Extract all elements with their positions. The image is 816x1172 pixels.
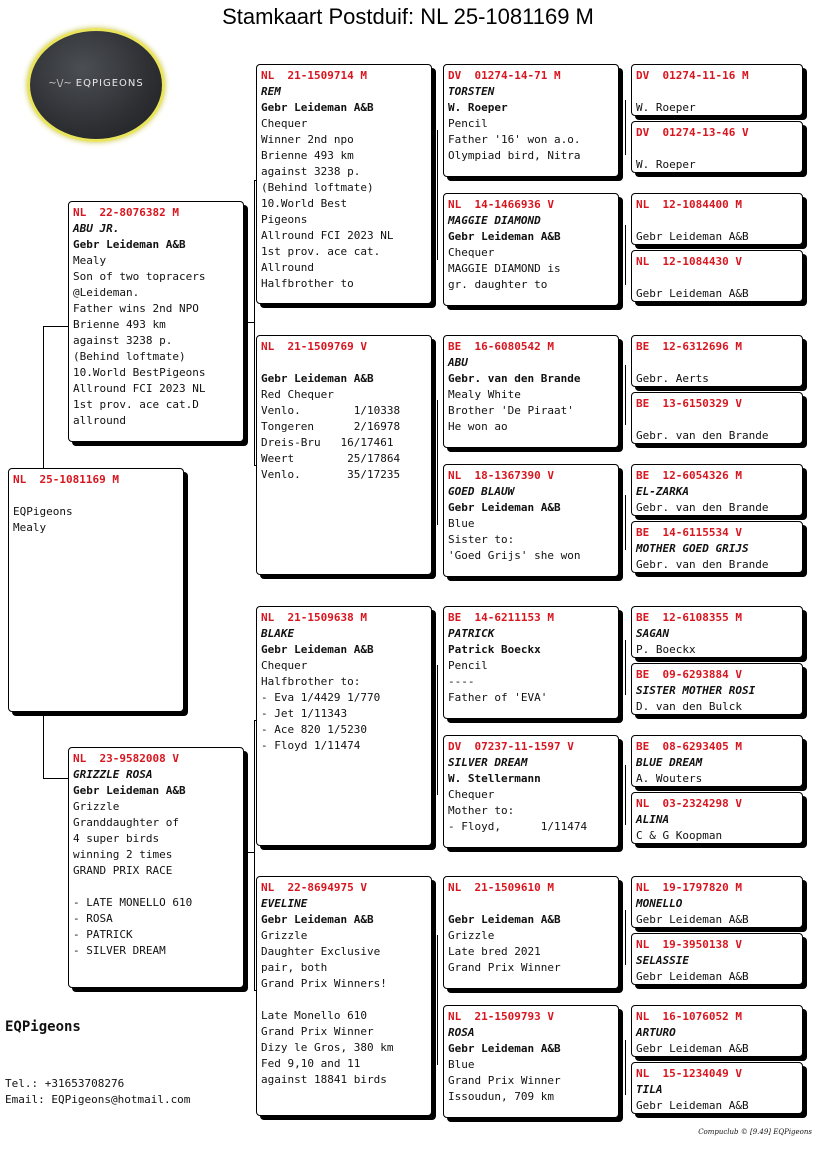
pedigree-card-generation-4: [631, 121, 803, 173]
detail-line: Chequer: [261, 117, 308, 130]
pigeon-name: GOED BLAUW: [448, 485, 515, 498]
detail-line: - Floyd, 1/11474: [448, 820, 588, 833]
detail-line: Grizzle: [261, 929, 308, 942]
detail-line: Dizy le Gros, 380 km: [261, 1041, 394, 1054]
pedigree-card-generation-4: [631, 1062, 803, 1114]
ring-number: BE 16-6080542 M: [448, 340, 554, 353]
detail-line: Grand Prix Winners!: [261, 977, 387, 990]
breeder-name: Gebr. Aerts: [636, 372, 709, 385]
detail-line: GRAND PRIX RACE: [73, 864, 173, 877]
connector-g3-vertical: [625, 1040, 626, 1095]
breeder-name: Gebr. van den Brande: [636, 558, 769, 571]
pedigree-card-generation-3: [443, 64, 619, 177]
detail-line: Olympiad bird, Nitra: [448, 149, 581, 162]
detail-line: Fed 9,10 and 11: [261, 1057, 361, 1070]
pigeon-name: SISTER MOTHER ROSI: [636, 684, 756, 697]
detail-line: against 3238 p.: [261, 165, 361, 178]
detail-line: Allround: [261, 261, 314, 274]
breeder-name: Gebr Leideman A&B: [261, 372, 374, 385]
detail-line: Father wins 2nd NPO: [73, 302, 199, 315]
ring-number: NL 14-1466936 V: [448, 198, 554, 211]
detail-line: Pigeons: [261, 213, 308, 226]
detail-line: Chequer: [448, 788, 495, 801]
detail-line: He won ao: [448, 420, 508, 433]
breeder-name: Gebr. van den Brande: [636, 429, 769, 442]
breeder-name: P. Boeckx: [636, 643, 696, 656]
ring-number: BE 09-6293884 V: [636, 668, 742, 681]
ring-number: BE 12-6312696 M: [636, 340, 742, 353]
detail-line: (Behind loftmate): [73, 350, 186, 363]
breeder-name: Gebr Leideman A&B: [636, 913, 749, 926]
ring-number: BE 13-6150329 V: [636, 397, 742, 410]
detail-line: against 18841 birds: [261, 1073, 387, 1086]
logo-label: EQPIGEONS: [75, 78, 144, 89]
ring-number: NL 16-1076052 M: [636, 1010, 742, 1023]
detail-line: - Ace 820 1/5230: [261, 723, 367, 736]
pigeon-name: EVELINE: [261, 897, 308, 910]
page-title: Stamkaart Postduif: NL 25-1081169 M: [222, 4, 594, 29]
pigeon-name: [636, 412, 798, 428]
detail-line: - Floyd 1/11474: [261, 739, 361, 752]
pedigree-card-generation-3: [443, 193, 619, 306]
pigeon-name: [636, 84, 798, 100]
detail-line: 4 super birds: [73, 832, 160, 845]
ring-number: NL 23-9582008 V: [73, 752, 179, 765]
detail-line: Pencil: [448, 117, 488, 130]
pedigree-card-generation-3: [443, 876, 619, 989]
detail-line: Son of two topracers: [73, 270, 206, 283]
ring-number: DV 07237-11-1597 V: [448, 740, 574, 753]
detail-line: Blue: [448, 1058, 475, 1071]
detail-line: Mealy: [73, 254, 107, 267]
pedigree-card-generation-4: [631, 876, 803, 928]
ring-number: DV 01274-13-46 V: [636, 126, 749, 139]
ring-number: NL 12-1084430 V: [636, 255, 742, 268]
pigeon-name: ALINA: [636, 813, 670, 826]
breeder-name: Gebr Leideman A&B: [636, 1099, 749, 1112]
detail-line: winning 2 times: [73, 848, 173, 861]
pigeon-name: BLUE DREAM: [636, 756, 703, 769]
detail-line: Venlo. 1/10338: [261, 404, 401, 417]
email-address: Email: EQPigeons@hotmail.com: [5, 1093, 191, 1106]
breeder-name: Gebr Leideman A&B: [73, 784, 186, 797]
ring-number: NL 19-3950138 V: [636, 938, 742, 951]
detail-line: 10.World BestPigeons: [73, 366, 206, 379]
pigeon-name: TORSTEN: [448, 85, 495, 98]
breeder-name: Gebr Leideman A&B: [261, 101, 374, 114]
detail-line: 1st prov. ace cat.: [261, 245, 381, 258]
detail-line: against 3238 p.: [73, 334, 173, 347]
pedigree-card-generation-3: [443, 335, 619, 448]
detail-line: (Behind loftmate): [261, 181, 374, 194]
pigeon-name: [261, 355, 427, 371]
pigeon-name: REM: [261, 85, 281, 98]
connector-subject-vertical: [43, 712, 44, 778]
pedigree-card-dam: [68, 747, 244, 988]
phone-number: Tel.: +31653708276: [5, 1077, 125, 1090]
detail-line: Dreis-Bru 16/17461: [261, 436, 394, 449]
pedigree-card-dam-sire: [256, 606, 432, 846]
pedigree-card-generation-4: [631, 735, 803, 787]
connector-g3-vertical: [625, 910, 626, 965]
ring-number: BE 14-6211153 M: [448, 611, 554, 624]
pigeon-name: ARTURO: [636, 1026, 676, 1039]
pigeon-name: PATRICK: [448, 627, 495, 640]
connector-g2-vertical: [437, 400, 438, 525]
detail-line: Allround FCI 2023 NL: [261, 229, 394, 242]
detail-line: Daughter Exclusive: [261, 945, 381, 958]
pigeon-name: MONELLO: [636, 897, 683, 910]
ring-number: NL 03-2324298 V: [636, 797, 742, 810]
detail-line: Late Monello 610: [261, 1009, 367, 1022]
pedigree-card-generation-4: [631, 193, 803, 245]
detail-line: Granddaughter of: [73, 816, 179, 829]
pigeon-name: GRIZZLE ROSA: [73, 768, 153, 781]
pigeon-name: ABU: [448, 356, 468, 369]
connector-g3-vertical: [625, 640, 626, 695]
connector-dam-vertical: [254, 720, 255, 990]
detail-line: Winner 2nd npo: [261, 133, 354, 146]
detail-line: - Eva 1/4429 1/770: [261, 691, 381, 704]
detail-line: pair, both: [261, 961, 328, 974]
software-credit: Compuclub © [9.49] EQPigeons: [698, 1128, 812, 1136]
pedigree-card-generation-4: [631, 464, 803, 516]
connector-g2-vertical: [437, 665, 438, 795]
detail-line: MAGGIE DIAMOND is: [448, 262, 561, 275]
detail-line: 'Goed Grijs' she won: [448, 549, 581, 562]
breeder-name: Gebr Leideman A&B: [636, 287, 749, 300]
breeder-name: W. Stellermann: [448, 772, 541, 785]
pedigree-card-generation-4: [631, 335, 803, 387]
pedigree-card-generation-3: [443, 464, 619, 577]
connector-g3-vertical: [625, 225, 626, 285]
breeder-name: Gebr Leideman A&B: [448, 230, 561, 243]
pedigree-card-generation-4: [631, 392, 803, 444]
detail-line: Brienne 493 km: [261, 149, 354, 162]
pigeon-name: ROSA: [448, 1026, 475, 1039]
ring-number: NL 12-1084400 M: [636, 198, 742, 211]
detail-line: Venlo. 35/17235: [261, 468, 401, 481]
pedigree-card-generation-4: [631, 606, 803, 658]
breeder-name: Gebr Leideman A&B: [261, 643, 374, 656]
detail-line: Grand Prix Winner: [261, 1025, 374, 1038]
pedigree-card-generation-4: [631, 250, 803, 302]
pigeon-name: [636, 355, 798, 371]
detail-line: - SILVER DREAM: [73, 944, 166, 957]
ring-number: NL 21-1509793 V: [448, 1010, 554, 1023]
detail-line: Grizzle: [448, 929, 495, 942]
breeder-name: W. Roeper: [448, 101, 508, 114]
detail-line: Late bred 2021: [448, 945, 541, 958]
ring-number: NL 22-8694975 V: [261, 881, 367, 894]
pigeon-name: TILA: [636, 1083, 663, 1096]
pigeon-name: BLAKE: [261, 627, 295, 640]
breeder-name: C & G Koopman: [636, 829, 723, 842]
pigeon-name: [636, 213, 798, 229]
detail-line: Weert 25/17864: [261, 452, 401, 465]
breeder-name: D. van den Bulck: [636, 700, 742, 713]
pedigree-card-generation-3: [443, 606, 619, 719]
connector-sire-vertical: [254, 180, 255, 465]
detail-line: Grand Prix Winner: [448, 961, 561, 974]
ring-number: NL 19-1797820 M: [636, 881, 742, 894]
detail-line: Blue: [448, 517, 475, 530]
ring-number: NL 18-1367390 V: [448, 469, 554, 482]
breeder-name: Gebr Leideman A&B: [261, 913, 374, 926]
pedigree-card-subject: [8, 468, 184, 712]
pedigree-card-sire: [68, 201, 244, 442]
connector-g3-vertical: [625, 365, 626, 425]
ring-number: NL 15-1234049 V: [636, 1067, 742, 1080]
detail-line: Mealy White: [448, 388, 521, 401]
pigeon-name: [636, 141, 798, 157]
pedigree-card-sire-sire: [256, 64, 432, 304]
breeder-name: Gebr Leideman A&B: [636, 1042, 749, 1055]
ring-number: NL 21-1509610 M: [448, 881, 554, 894]
pigeon-wing-icon: ~\/~: [48, 78, 72, 89]
breeder-name: Gebr. van den Brande: [636, 501, 769, 514]
pedigree-card-generation-4: [631, 1005, 803, 1057]
detail-line: EQPigeons: [13, 505, 73, 518]
detail-line: - PATRICK: [73, 928, 133, 941]
detail-line: Halfbrother to:: [261, 675, 361, 688]
detail-line: - LATE MONELLO 610: [73, 896, 193, 909]
detail-line: Halfbrother to: [261, 277, 354, 290]
detail-line: allround: [73, 414, 126, 427]
connector-g2-vertical: [437, 935, 438, 1065]
ring-number: BE 12-6108355 M: [636, 611, 742, 624]
breeder-name: Gebr Leideman A&B: [636, 230, 749, 243]
breeder-name: Gebr Leideman A&B: [448, 913, 561, 926]
detail-line: gr. daughter to: [448, 278, 548, 291]
pigeon-name: MOTHER GOED GRIJS: [636, 542, 749, 555]
connector-dam-stub: [43, 778, 70, 779]
pedigree-card-generation-4: [631, 663, 803, 715]
ring-number: NL 21-1509638 M: [261, 611, 367, 624]
detail-line: Chequer: [448, 246, 495, 259]
pigeon-name: EL-ZARKA: [636, 485, 689, 498]
breeder-name: A. Wouters: [636, 772, 703, 785]
pedigree-card-dam-dam: [256, 876, 432, 1116]
detail-line: 1st prov. ace cat.D: [73, 398, 199, 411]
pigeon-name: SILVER DREAM: [448, 756, 528, 769]
detail-line: Mealy: [13, 521, 47, 534]
breeder-name: W. Roeper: [636, 158, 696, 171]
detail-line: Brienne 493 km: [73, 318, 166, 331]
ring-number: NL 21-1509769 V: [261, 340, 367, 353]
detail-line: Sister to:: [448, 533, 515, 546]
detail-line: Chequer: [261, 659, 308, 672]
pedigree-card-generation-4: [631, 792, 803, 844]
breeder-name: Gebr. van den Brande: [448, 372, 581, 385]
pigeon-name: SAGAN: [636, 627, 670, 640]
pedigree-card-generation-3: [443, 1005, 619, 1118]
pedigree-card-generation-3: [443, 735, 619, 848]
detail-line: [13, 488, 179, 504]
ring-number: BE 12-6054326 M: [636, 469, 742, 482]
detail-line: @Leideman.: [73, 286, 140, 299]
detail-line: Grizzle: [73, 800, 120, 813]
breeder-name: Gebr Leideman A&B: [448, 1042, 561, 1055]
pigeon-name: ABU JR.: [73, 222, 120, 235]
breeder-name: Gebr Leideman A&B: [448, 501, 561, 514]
ring-number: DV 01274-11-16 M: [636, 69, 749, 82]
breeder-name: EQPigeons: [5, 1019, 81, 1035]
ring-number: NL 25-1081169 M: [13, 473, 119, 486]
breeder-name: Gebr Leideman A&B: [73, 238, 186, 251]
detail-line: Tongeren 2/16978: [261, 420, 401, 433]
pigeon-name: MAGGIE DIAMOND: [448, 214, 541, 227]
detail-line: - Jet 1/11343: [261, 707, 348, 720]
pigeon-name: [636, 270, 798, 286]
connector-subject-vertical: [43, 326, 44, 468]
logo-text: [30, 78, 162, 89]
detail-line: Father of 'EVA': [448, 691, 548, 704]
connector-sire-out: [244, 322, 254, 323]
detail-line: - ROSA: [73, 912, 113, 925]
connector-g3-vertical: [625, 765, 626, 825]
pigeon-name: SELASSIE: [636, 954, 689, 967]
detail-line: Grand Prix Winner: [448, 1074, 561, 1087]
detail-line: 10.World Best: [261, 197, 348, 210]
ring-number: NL 21-1509714 M: [261, 69, 367, 82]
detail-line: Brother 'De Piraat': [448, 404, 574, 417]
detail-line: Allround FCI 2023 NL: [73, 382, 206, 395]
detail-line: ----: [448, 675, 475, 688]
pedigree-card-generation-4: [631, 521, 803, 573]
detail-line: [73, 879, 239, 895]
connector-g2-vertical: [437, 130, 438, 260]
eqpigeons-logo: [27, 28, 165, 142]
connector-sire-stub: [43, 326, 70, 327]
contact-info: [5, 1076, 190, 1108]
ring-number: BE 14-6115534 V: [636, 526, 742, 539]
detail-line: Issoudun, 709 km: [448, 1090, 554, 1103]
breeder-name: Patrick Boeckx: [448, 643, 541, 656]
connector-dam-out: [244, 852, 254, 853]
connector-g3-vertical: [625, 100, 626, 155]
pedigree-card-generation-4: [631, 64, 803, 116]
detail-line: Pencil: [448, 659, 488, 672]
ring-number: NL 22-8076382 M: [73, 206, 179, 219]
ring-number: BE 08-6293405 M: [636, 740, 742, 753]
detail-line: [261, 992, 427, 1008]
detail-line: Red Chequer: [261, 388, 334, 401]
breeder-name: W. Roeper: [636, 101, 696, 114]
connector-g3-vertical: [625, 495, 626, 550]
detail-line: Mother to:: [448, 804, 515, 817]
pigeon-name: [448, 896, 614, 912]
pedigree-card-sire-dam: [256, 335, 432, 575]
ring-number: DV 01274-14-71 M: [448, 69, 561, 82]
breeder-name: Gebr Leideman A&B: [636, 970, 749, 983]
pedigree-card-generation-4: [631, 933, 803, 985]
detail-line: Father '16' won a.o.: [448, 133, 581, 146]
